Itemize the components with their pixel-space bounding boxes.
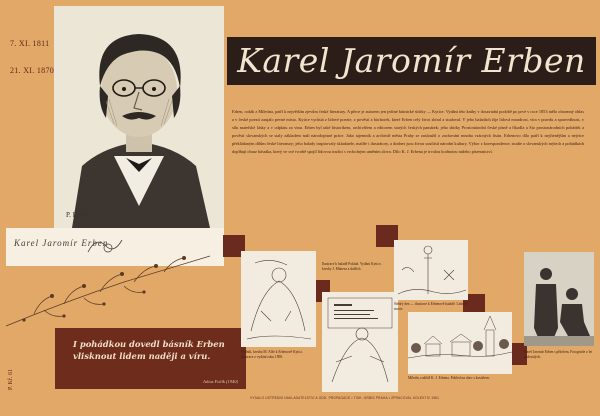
handwritten-signature: Karel Jaromír Erben — [14, 238, 109, 248]
caption-1: Vodník, kresba M. Alše k Erbenově Kytici. Ilustrace z vydání roku 1890. — [241, 350, 303, 359]
title-band — [227, 37, 596, 85]
page-title: Karel Jaromír Erben — [237, 41, 586, 80]
death-date: 21. XI. 1870 — [10, 66, 55, 75]
quote-box — [55, 328, 246, 389]
biography-text: Erben, rodák z Miletína, patří k největším zjevům české literatury. A přece je autorem jen jediné básnické sbírky — Kytice. Vydání této knihy v dosavadní podobě po prvé v roce 1853 mělo ohromný ohlas a v české poezii zaujalo pevné místo. Kytice vyrůstá z lidové poezie, z pověstí a báchorek, které Erben celý život sbíral a studoval. V jeho baladách žije lidová moudrost, víra v pravdu a spravedlnost, v sílu mateřské lásky a v odplatu za vinu. Erben byl také historikem, archivářem a editorem starých českých památek; jeho sbírky Prostonárodní české písně a říkadla a Sto prostonárodních pohádek a pověstí slovanských se staly základem naší národopisné práce. Jako tajemník a archivář města Prahy se zasloužil o zachování mnoha vzácných listin. Erbenovo dílo patří k nejčtenějším a nejvíce překládaným dílům české literatury; jeho balady inspirovaly skladatele, malíře i ilustrátory, a dodnes jsou živou součástí národní kultury. Výbor z korespondence, studie o slovanských mýtech a pohádkách doplňují obraz básníka, který ve své tvorbě spojil lidovou tradici s vrcholným uměním slova. Dílo K. J. Erbena je trvalou hodnotou našeho písemnictví. — [232, 109, 584, 155]
illustration-water-goblin — [241, 251, 316, 347]
portrait-drawing — [54, 6, 224, 228]
quote-line-2: vlisknout lidem naději a víru. — [73, 351, 211, 361]
caption-2: Ilustrace k baladě Poklad. Vydání Kytice, kresby J. Mánesa a dalších. — [322, 262, 382, 271]
photo-drawing — [524, 252, 594, 346]
birth-date: 7. XI. 1811 — [10, 39, 50, 48]
illustration-photograph — [524, 252, 594, 346]
illustration-drawing — [394, 240, 468, 300]
illustration-drawing — [408, 312, 512, 374]
caption-5: Karel Jaromír Erben s přítelem. Fotografie z let padesátých. — [524, 350, 593, 359]
flower-sprig-drawing — [4, 252, 214, 332]
illustration-drawing — [322, 292, 398, 392]
illustration-christmas-eve — [394, 240, 468, 300]
caption-4: Miletín, rodiště K. J. Erbena. Pohled na obec s kostelem. — [408, 376, 490, 380]
publisher-footer: VYDALO ÚSTŘEDNÍ NAKLADATELSTVÍ A ODD. PROPAGACE • TISK: ORBIS PRAHA • ZPRACOVAL KOLEKTIV 1961 — [250, 396, 440, 400]
caption-3: Štědrý den — ilustrace k Erbenově baladě. Lidový motiv. — [394, 302, 467, 311]
quote-line-1: I pohádkou dovedl básník Erben — [73, 339, 225, 349]
illustration-treasure — [322, 292, 398, 392]
quote-author: Julius Fučík (1940) — [202, 379, 238, 384]
portrait-monogram: P. L. 67 — [66, 211, 88, 219]
portrait-engraving — [54, 6, 224, 228]
artist-monogram — [2, 352, 16, 392]
artist-monogram-text: P. Kř. 61 — [8, 368, 14, 390]
illustration-miletin — [408, 312, 512, 374]
illustration-drawing — [241, 251, 316, 347]
